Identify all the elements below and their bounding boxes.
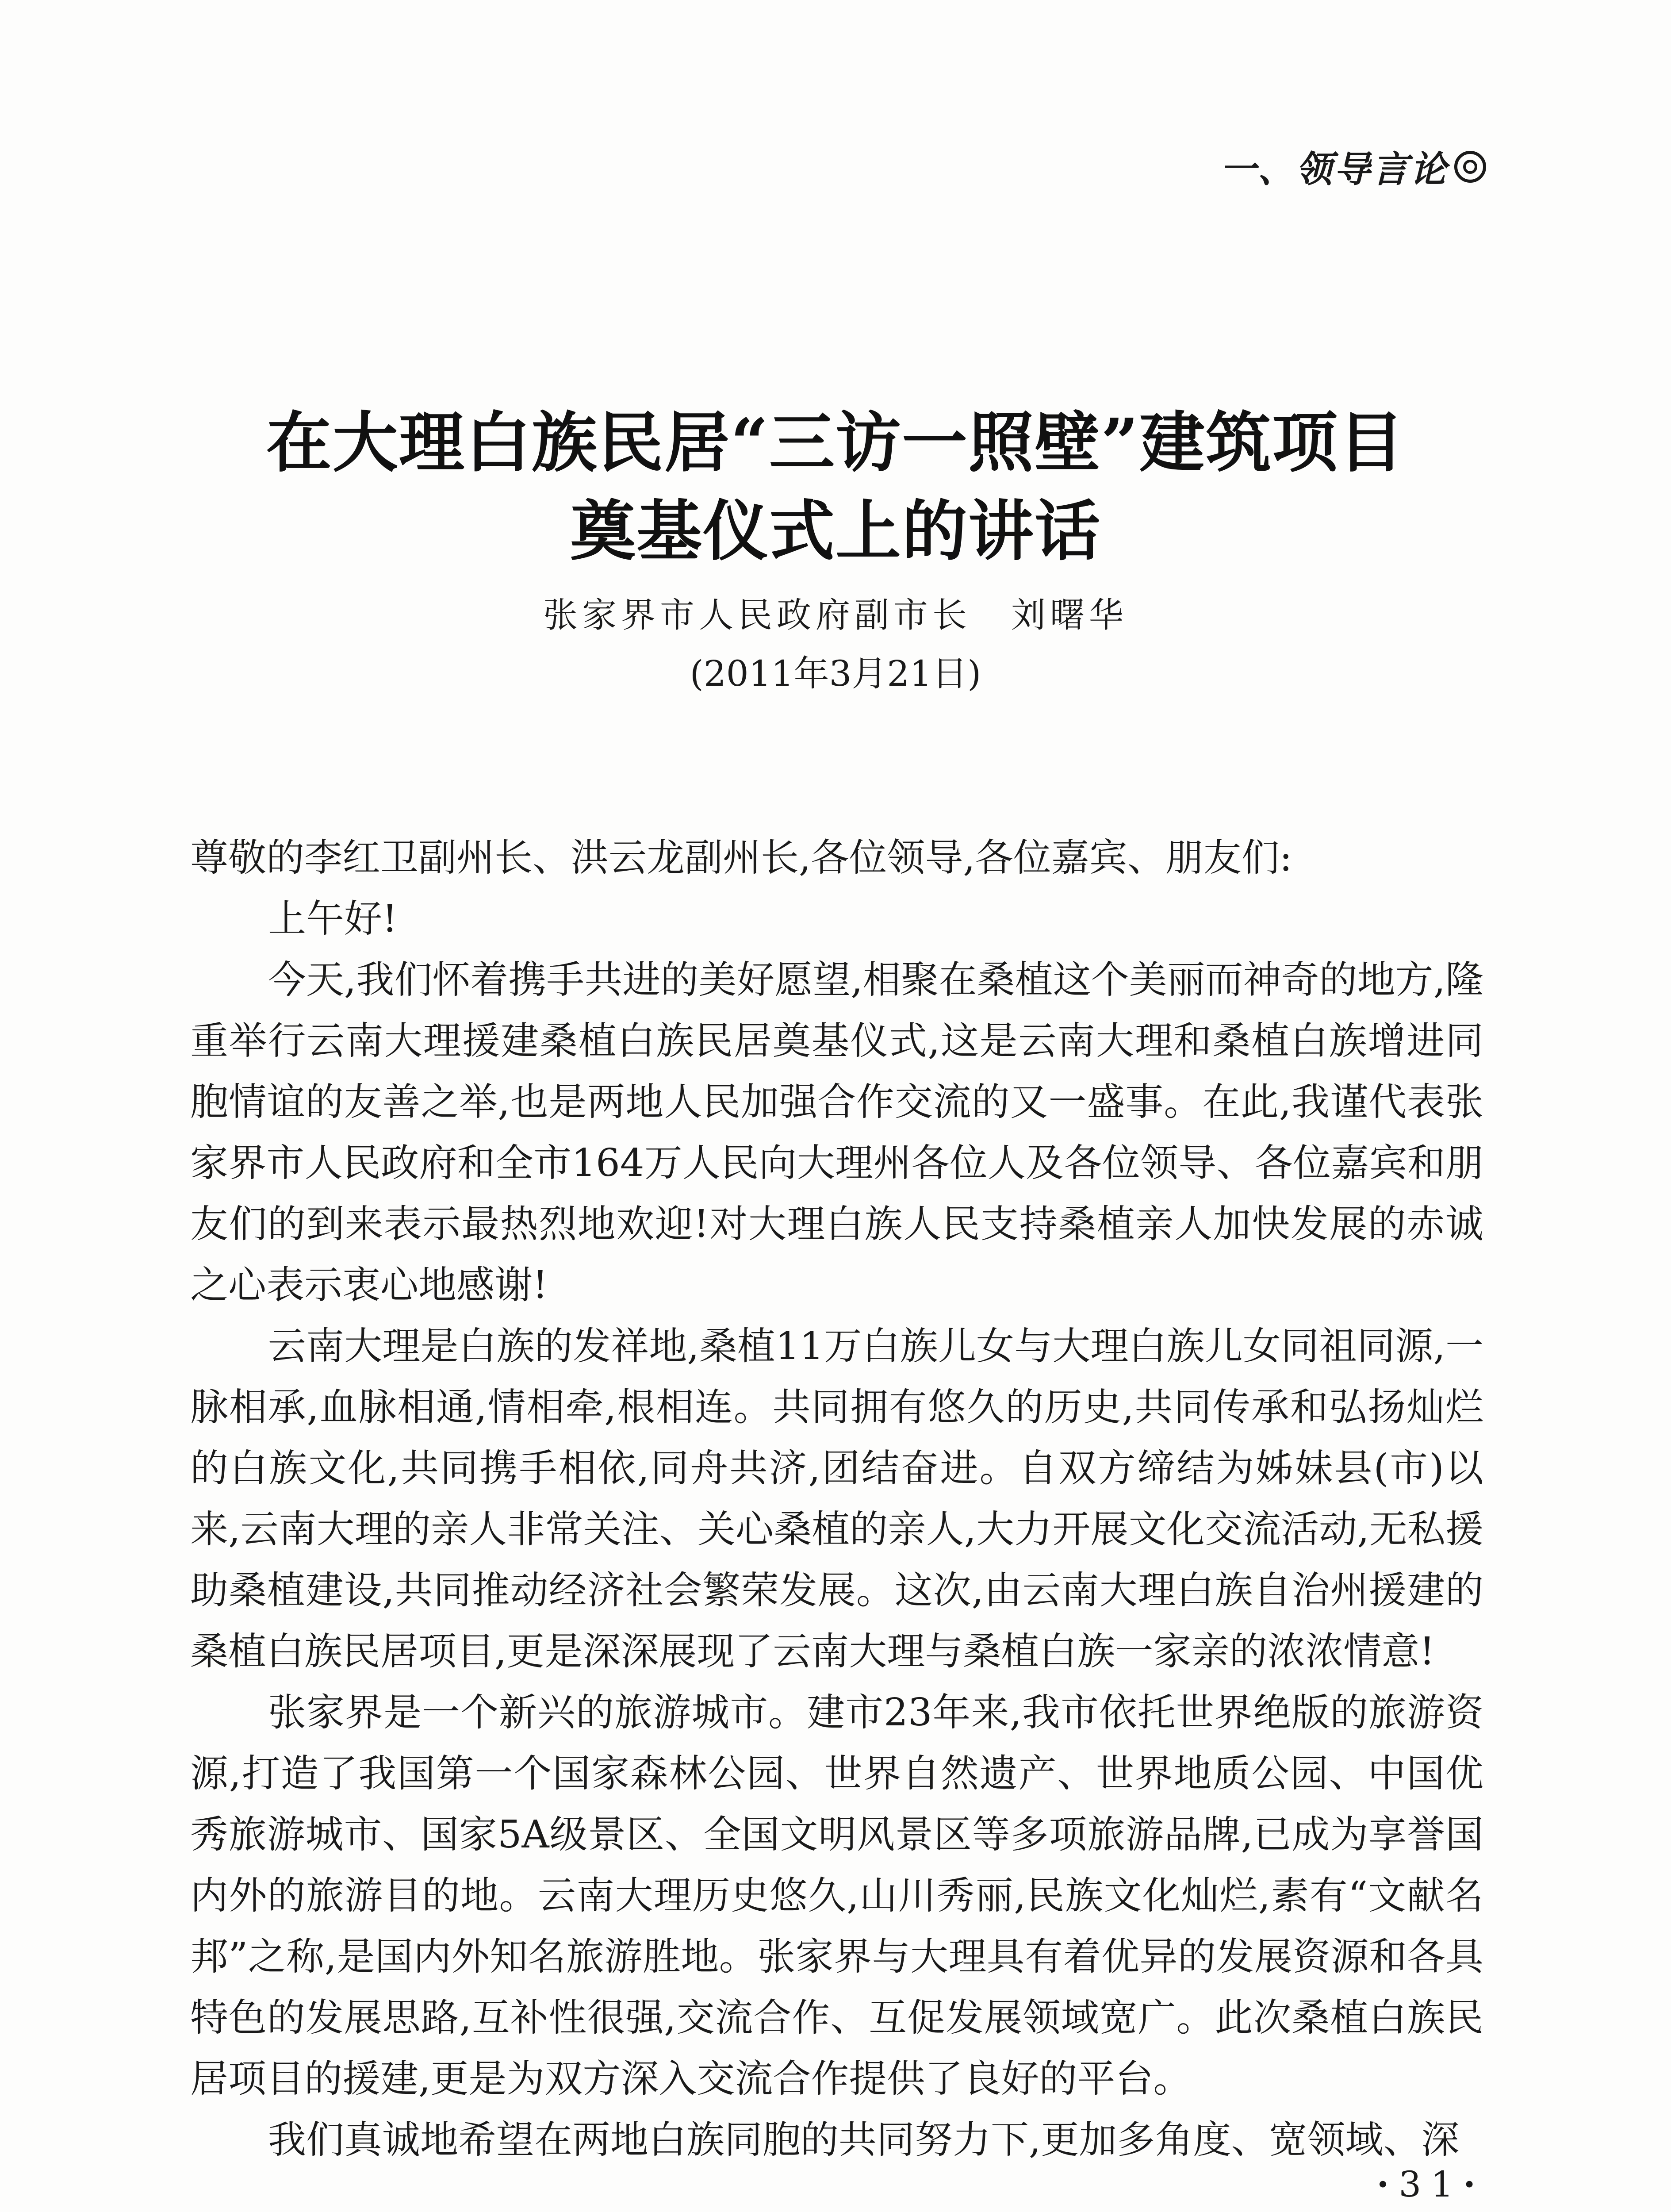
paragraph: 张家界是一个新兴的旅游城市。建市23年来,我市依托世界绝版的旅游资源,打造了我国第一个国家森林公园、世界自然遗产、世界地质公园、中国优秀旅游城市、国家5A级景区、全国文明风景区等多项旅游品牌,已成为享誉国内外的旅游目的地。云南大理历史悠久,山川秀丽,民族文化灿烂,素有“文献名邦”之称,是国内外知名旅游胜地。张家界与大理具有着优异的发展资源和各具特色的发展思路,互补性很强,交流合作、互促发展领域宽广。此次桑植白族民居项目的援建,更是为双方深入交流合作提供了良好的平台。 <box>190 1690 1483 2101</box>
speech-date: (2011年3月21日) <box>690 653 981 694</box>
title-line-1: 在大理白族民居“三访一照壁”建筑项目 <box>266 404 1405 481</box>
running-head-text: 一、领导言论 <box>1220 148 1448 191</box>
page-number-value: 31 <box>1399 2164 1464 2205</box>
title-line-2: 奠基仪式上的讲话 <box>570 492 1101 569</box>
paragraph: 今天,我们怀着携手共进的美好愿望,相聚在桑植这个美丽而神奇的地方,隆重举行云南大理援建桑植白族民居奠基仪式,这是云南大理和桑植白族增进同胞情谊的友善之举,也是两地人民加强合作交流的又一盛事。在此,我谨代表张家界市人民政府和全市164万人民向大理州各位人及各位领导、各位嘉宾和朋友们的到来表示最热烈地欢迎!对大理白族人民支持桑植亲人加快发展的赤诚之心表示衷心地感谢! <box>190 958 1484 1307</box>
speech-body <box>190 827 1483 2170</box>
double-circle-icon <box>1454 151 1486 183</box>
greeting: 上午好! <box>268 897 398 941</box>
author-position: 张家界市人民政府副市长 <box>543 595 971 635</box>
page-number: ·31· <box>1376 2163 1485 2205</box>
running-head <box>1220 141 1486 192</box>
salutation: 尊敬的李红卫副州长、洪云龙副州长,各位领导,各位嘉宾、朋友们: <box>190 836 1292 880</box>
author-name: 刘曙华 <box>1011 595 1128 635</box>
paragraph: 云南大理是白族的发祥地,桑植11万白族儿女与大理白族儿女同祖同源,一脉相承,血脉相通,情相牵,根相连。共同拥有悠久的历史,共同传承和弘扬灿烂的白族文化,共同携手相依,同舟共济,团结奋进。自双方缔结为姊妹县(市)以来,云南大理的亲人非常关注、关心桑植的亲人,大力开展文化交流活动,无私援助桑植建设,共同推动经济社会繁荣发展。这次,由云南大理白族自治州援建的桑植白族民居项目,更是深深展现了云南大理与桑植白族一家亲的浓浓情意! <box>190 1324 1483 1674</box>
title-block <box>0 398 1671 698</box>
paragraph: 我们真诚地希望在两地白族同胞的共同努力下,更加多角度、宽领域、深 <box>268 2118 1460 2162</box>
byline <box>0 591 1671 640</box>
